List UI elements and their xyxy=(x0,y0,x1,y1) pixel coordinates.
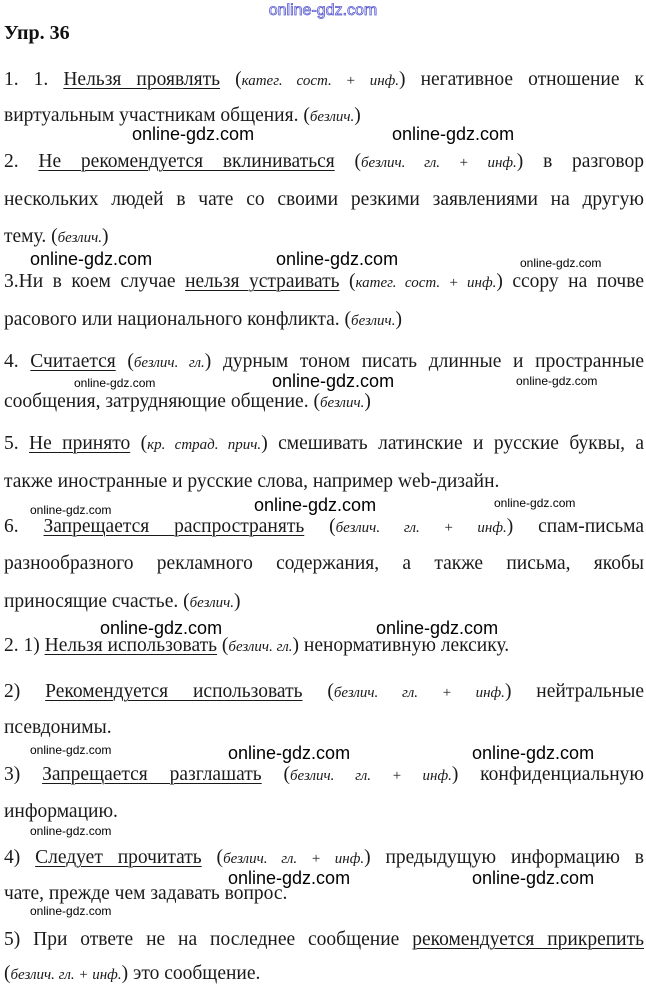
watermark-small: online-gdz.com xyxy=(30,904,112,918)
watermark: online-gdz.com xyxy=(376,618,499,638)
item-6-line-1: 6. Запрещается распространять (безлич. гл. + инф.) спам-письма xyxy=(4,516,645,537)
watermark-small: online-gdz.com xyxy=(516,374,598,388)
part-2-item-5-line-2: (безлич. гл. + инф.) это сообщение. xyxy=(4,963,261,984)
item-2-line-2: нескольких людей в чате со своими резкими заявлениями на другую xyxy=(4,189,644,210)
item-1-line-1: 1. 1. Нельзя проявлять (катег. сост. + инф.) негативное отношение к xyxy=(4,69,645,90)
watermark-small: online-gdz.com xyxy=(30,824,112,838)
item-4-line-2: сообщения, затрудняющие общение. (безлич.) xyxy=(4,391,371,412)
watermark: online-gdz.com xyxy=(100,618,223,638)
watermark: online-gdz.com xyxy=(132,124,255,144)
part-2-item-4-line-2: чате, прежде чем задавать вопрос. xyxy=(4,883,288,904)
header-watermark: online-gdz.com xyxy=(268,2,378,19)
watermark-small: online-gdz.com xyxy=(520,256,602,270)
watermark: online-gdz.com xyxy=(276,249,399,269)
item-2-line-3: тему. (безлич.) xyxy=(4,226,109,247)
item-3-line-1: 3.Ни в коем случае нельзя устраивать (катег. сост. + инф.) ссору на почве xyxy=(4,271,644,292)
watermark: online-gdz.com xyxy=(472,868,595,888)
exercise-title: Упр. 36 xyxy=(4,22,70,44)
watermark-small: online-gdz.com xyxy=(30,503,112,517)
item-6-line-2: разнообразного рекламного содержания, а также письма, якобы xyxy=(4,553,644,574)
watermark: online-gdz.com xyxy=(30,249,153,269)
item-2-line-1: 2. Не рекомендуется вклиниваться (безлич. гл. + инф.) в разговор xyxy=(4,151,644,172)
watermark: online-gdz.com xyxy=(228,743,351,763)
part-2-item-1: 2. 1) Нельзя использовать (безлич. гл.) ненормативную лексику. xyxy=(4,635,510,656)
item-3-line-2: расового или национального конфликта. (безлич.) xyxy=(4,309,402,330)
part-2-item-2-line-2: псевдонимы. xyxy=(4,717,112,738)
part-2-item-3-line-1: 3) Запрещается разглашать (безлич. гл. + инф.) конфиденциальную xyxy=(4,764,645,785)
watermark: online-gdz.com xyxy=(254,495,377,515)
item-4-line-1: 4. Считается (безлич. гл.) дурным тоном писать длинные и пространные xyxy=(4,351,645,372)
watermark-small: online-gdz.com xyxy=(30,743,112,757)
item-5-line-1: 5. Не принято (кр. страд. прич.) смешивать латинские и русские буквы, а xyxy=(4,433,644,454)
item-5-line-2: также иностранные и русские слова, например web-дизайн. xyxy=(4,471,500,492)
watermark: online-gdz.com xyxy=(472,743,595,763)
item-1-line-2: виртуальным участникам общения. (безлич.) xyxy=(4,105,361,126)
part-2-item-2-line-1: 2) Рекомендуется использовать (безлич. гл. + инф.) нейтральные xyxy=(4,681,644,702)
watermark: online-gdz.com xyxy=(228,868,351,888)
part-2-item-4-line-1: 4) Следует прочитать (безлич. гл. + инф.) предыдущую информацию в xyxy=(4,847,645,868)
part-2-item-3-line-2: информацию. xyxy=(4,801,118,822)
watermark: online-gdz.com xyxy=(272,371,395,391)
watermark-small: online-gdz.com xyxy=(74,376,156,390)
watermark: online-gdz.com xyxy=(392,124,515,144)
part-2-item-5-line-1: 5) При ответе не на последнее сообщение рекомендуется прикрепить xyxy=(4,929,645,950)
watermark-small: online-gdz.com xyxy=(494,496,576,510)
item-6-line-3: приносящие счастье. (безлич.) xyxy=(4,591,241,612)
